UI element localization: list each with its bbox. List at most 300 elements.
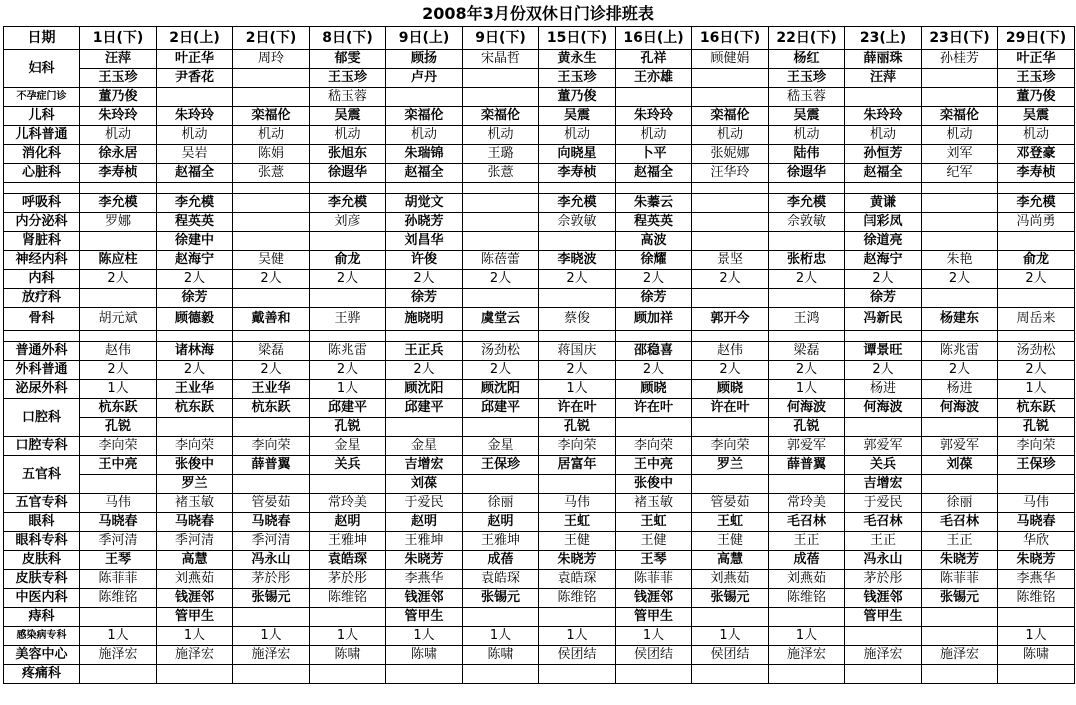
- schedule-row: [4, 456, 1075, 475]
- schedule-row: [4, 251, 1075, 270]
- doctor-cell: 孔锐: [80, 418, 157, 437]
- doctor-cell: 张妮娜: [692, 145, 769, 164]
- doctor-cell: 蔡俊: [539, 308, 616, 331]
- doctor-cell: 季河清: [157, 532, 233, 551]
- department-cell: 眼科专科: [4, 532, 80, 551]
- doctor-cell: 茅於彤: [845, 570, 922, 589]
- header-date-cell: 16日(下): [692, 27, 769, 50]
- doctor-cell: [922, 69, 998, 88]
- doctor-cell: [463, 289, 539, 308]
- spacer-cell: [998, 331, 1075, 342]
- doctor-cell: 2人: [922, 361, 998, 380]
- department-cell: 内分泌科: [4, 213, 80, 232]
- doctor-cell: [769, 232, 845, 251]
- doctor-cell: 杨红: [769, 50, 845, 69]
- doctor-cell: 孙晓芳: [386, 213, 463, 232]
- doctor-cell: 2人: [692, 270, 769, 289]
- doctor-cell: 刘葆: [922, 456, 998, 475]
- doctor-cell: 华欣: [998, 532, 1075, 551]
- department-cell: 中医内科: [4, 589, 80, 608]
- doctor-cell: 钱涯邻: [157, 589, 233, 608]
- schedule-row: [4, 551, 1075, 570]
- doctor-cell: 机动: [769, 126, 845, 145]
- schedule-row: [4, 270, 1075, 289]
- doctor-cell: 王雅坤: [386, 532, 463, 551]
- doctor-cell: 赵海宁: [157, 251, 233, 270]
- doctor-cell: 徐遐华: [769, 164, 845, 183]
- doctor-cell: 王正: [769, 532, 845, 551]
- doctor-cell: [769, 608, 845, 627]
- doctor-cell: 2人: [386, 361, 463, 380]
- doctor-cell: 程英英: [157, 213, 233, 232]
- doctor-cell: 袁皓琛: [310, 551, 386, 570]
- doctor-cell: 向晓星: [539, 145, 616, 164]
- department-cell: 皮肤科: [4, 551, 80, 570]
- doctor-cell: [692, 608, 769, 627]
- doctor-cell: 管甲生: [386, 608, 463, 627]
- doctor-cell: 施泽宏: [233, 646, 310, 665]
- doctor-cell: 王虹: [616, 513, 692, 532]
- doctor-cell: 毛召林: [922, 513, 998, 532]
- schedule-row: [4, 646, 1075, 665]
- doctor-cell: [310, 608, 386, 627]
- doctor-cell: 李允模: [998, 194, 1075, 213]
- spacer-cell: [233, 183, 310, 194]
- doctor-cell: 王业华: [233, 380, 310, 399]
- doctor-cell: 机动: [80, 126, 157, 145]
- doctor-cell: [233, 418, 310, 437]
- doctor-cell: [692, 69, 769, 88]
- doctor-cell: 管甲生: [845, 608, 922, 627]
- doctor-cell: 张锡元: [692, 589, 769, 608]
- doctor-cell: [310, 475, 386, 494]
- page-title: 2008年3月份双休日门诊排班表: [422, 4, 654, 23]
- doctor-cell: 陆伟: [769, 145, 845, 164]
- doctor-cell: 2人: [845, 361, 922, 380]
- doctor-cell: 于爱民: [845, 494, 922, 513]
- doctor-cell: 董乃俊: [998, 88, 1075, 107]
- doctor-cell: 汪萍: [845, 69, 922, 88]
- doctor-cell: 2人: [80, 270, 157, 289]
- doctor-cell: 机动: [692, 126, 769, 145]
- doctor-cell: [463, 69, 539, 88]
- doctor-cell: [692, 289, 769, 308]
- doctor-cell: [998, 232, 1075, 251]
- doctor-cell: 2人: [922, 270, 998, 289]
- doctor-cell: 孔锐: [769, 418, 845, 437]
- doctor-cell: 施泽宏: [845, 646, 922, 665]
- department-cell: 呼吸科: [4, 194, 80, 213]
- doctor-cell: 许在叶: [539, 399, 616, 418]
- doctor-cell: 梁磊: [769, 342, 845, 361]
- doctor-cell: 关兵: [310, 456, 386, 475]
- doctor-cell: 罗娜: [80, 213, 157, 232]
- doctor-cell: 王健: [539, 532, 616, 551]
- doctor-cell: [922, 213, 998, 232]
- doctor-cell: [692, 665, 769, 684]
- doctor-cell: 马晓春: [998, 513, 1075, 532]
- doctor-cell: 1人: [692, 627, 769, 646]
- doctor-cell: 陈啸: [463, 646, 539, 665]
- doctor-cell: 栾福伦: [922, 107, 998, 126]
- doctor-cell: 吴震: [769, 107, 845, 126]
- doctor-cell: 刘军: [922, 145, 998, 164]
- doctor-cell: 赵福全: [616, 164, 692, 183]
- doctor-cell: 叶正华: [998, 50, 1075, 69]
- spacer-cell: [310, 331, 386, 342]
- doctor-cell: 王业华: [157, 380, 233, 399]
- header-row: [4, 27, 1075, 50]
- doctor-cell: 刘葆: [386, 475, 463, 494]
- doctor-cell: 侯团结: [539, 646, 616, 665]
- doctor-cell: 王玉珍: [310, 69, 386, 88]
- header-date-cell: 8日(下): [310, 27, 386, 50]
- doctor-cell: 陈兆雷: [922, 342, 998, 361]
- doctor-cell: 谭景旺: [845, 342, 922, 361]
- doctor-cell: 1人: [769, 627, 845, 646]
- doctor-cell: [539, 289, 616, 308]
- doctor-cell: 杭东跃: [157, 399, 233, 418]
- doctor-cell: [80, 608, 157, 627]
- doctor-cell: 赵明: [310, 513, 386, 532]
- header-date-cell: 1日(下): [80, 27, 157, 50]
- doctor-cell: 张锡元: [463, 589, 539, 608]
- doctor-cell: 蒋国庆: [539, 342, 616, 361]
- department-cell: 美容中心: [4, 646, 80, 665]
- department-cell: 放疗科: [4, 289, 80, 308]
- doctor-cell: 马晓春: [233, 513, 310, 532]
- schedule-row: [4, 308, 1075, 331]
- schedule-row: [4, 50, 1075, 69]
- doctor-cell: [692, 213, 769, 232]
- schedule-row: [4, 627, 1075, 646]
- doctor-cell: 景坚: [692, 251, 769, 270]
- doctor-cell: 1人: [80, 627, 157, 646]
- doctor-cell: 戴善和: [233, 308, 310, 331]
- schedule-row: [4, 145, 1075, 164]
- doctor-cell: 吉增宏: [386, 456, 463, 475]
- doctor-cell: 陈啸: [310, 646, 386, 665]
- doctor-cell: [692, 418, 769, 437]
- doctor-cell: [463, 418, 539, 437]
- header-date-cell: 2日(下): [233, 27, 310, 50]
- doctor-cell: 陈维铭: [539, 589, 616, 608]
- doctor-cell: 郁雯: [310, 50, 386, 69]
- schedule-row: [4, 399, 1075, 418]
- doctor-cell: [463, 475, 539, 494]
- doctor-cell: 朱晓芳: [386, 551, 463, 570]
- doctor-cell: [157, 88, 233, 107]
- doctor-cell: 毛召林: [845, 513, 922, 532]
- doctor-cell: [692, 88, 769, 107]
- doctor-cell: 陈维铭: [310, 589, 386, 608]
- doctor-cell: 高波: [616, 232, 692, 251]
- doctor-cell: 关兵: [845, 456, 922, 475]
- doctor-cell: 嵇玉蓉: [310, 88, 386, 107]
- doctor-cell: 李向荣: [692, 437, 769, 456]
- doctor-cell: 王雅坤: [310, 532, 386, 551]
- doctor-cell: 刘燕茹: [769, 570, 845, 589]
- doctor-cell: 朱晓芳: [998, 551, 1075, 570]
- header-date-cell: 9日(上): [386, 27, 463, 50]
- spacer-cell: [616, 183, 692, 194]
- spacer-cell: [769, 183, 845, 194]
- doctor-cell: 汤劲松: [998, 342, 1075, 361]
- doctor-cell: 陈菲菲: [80, 570, 157, 589]
- spacer-row: [4, 183, 1075, 194]
- doctor-cell: 刘燕茹: [692, 570, 769, 589]
- doctor-cell: 董乃俊: [539, 88, 616, 107]
- doctor-cell: 李晓波: [539, 251, 616, 270]
- spacer-cell: [80, 331, 157, 342]
- doctor-cell: 张薏: [233, 164, 310, 183]
- doctor-cell: 汪华玲: [692, 164, 769, 183]
- doctor-cell: 赵海宁: [845, 251, 922, 270]
- doctor-cell: 钱涯邻: [386, 589, 463, 608]
- doctor-cell: 王保珍: [998, 456, 1075, 475]
- doctor-cell: 王正兵: [386, 342, 463, 361]
- doctor-cell: 陈啸: [998, 646, 1075, 665]
- doctor-cell: 刘燕茹: [157, 570, 233, 589]
- doctor-cell: 顾沈阳: [386, 380, 463, 399]
- doctor-cell: [80, 665, 157, 684]
- spacer-cell: [616, 331, 692, 342]
- doctor-cell: 2人: [769, 361, 845, 380]
- doctor-cell: 孙恒芳: [845, 145, 922, 164]
- doctor-cell: 王琴: [80, 551, 157, 570]
- doctor-cell: 李燕华: [998, 570, 1075, 589]
- doctor-cell: 机动: [386, 126, 463, 145]
- doctor-cell: 2人: [998, 361, 1075, 380]
- doctor-cell: 栾福伦: [233, 107, 310, 126]
- doctor-cell: 机动: [616, 126, 692, 145]
- department-cell: 儿科普通: [4, 126, 80, 145]
- doctor-cell: 顾德毅: [157, 308, 233, 331]
- doctor-cell: 孙桂芳: [922, 50, 998, 69]
- schedule-row: [4, 380, 1075, 399]
- doctor-cell: 王中亮: [80, 456, 157, 475]
- doctor-cell: 陈应柱: [80, 251, 157, 270]
- doctor-cell: [310, 665, 386, 684]
- doctor-cell: 王保珍: [463, 456, 539, 475]
- doctor-cell: 纪军: [922, 164, 998, 183]
- doctor-cell: 周岳来: [998, 308, 1075, 331]
- doctor-cell: 马晓春: [157, 513, 233, 532]
- doctor-cell: 朱玲玲: [80, 107, 157, 126]
- doctor-cell: 徐永居: [80, 145, 157, 164]
- doctor-cell: 王雅坤: [463, 532, 539, 551]
- doctor-cell: 1人: [616, 627, 692, 646]
- doctor-cell: [998, 608, 1075, 627]
- doctor-cell: 2人: [310, 361, 386, 380]
- header-date-cell: 22日(下): [769, 27, 845, 50]
- doctor-cell: [233, 608, 310, 627]
- doctor-cell: [539, 665, 616, 684]
- doctor-cell: 居富年: [539, 456, 616, 475]
- doctor-cell: 2人: [463, 361, 539, 380]
- doctor-cell: 2人: [233, 361, 310, 380]
- doctor-cell: 李允模: [157, 194, 233, 213]
- doctor-cell: 王中亮: [616, 456, 692, 475]
- doctor-cell: 管甲生: [157, 608, 233, 627]
- doctor-cell: 金星: [463, 437, 539, 456]
- department-cell: 五官专科: [4, 494, 80, 513]
- spacer-cell: [845, 183, 922, 194]
- spacer-cell: [310, 183, 386, 194]
- department-cell: 心脏科: [4, 164, 80, 183]
- doctor-cell: 赵明: [463, 513, 539, 532]
- department-cell: 皮肤专科: [4, 570, 80, 589]
- spacer-cell: [4, 331, 80, 342]
- department-cell: 疼痛科: [4, 665, 80, 684]
- doctor-cell: [922, 627, 998, 646]
- header-date-cell: 23日(下): [922, 27, 998, 50]
- schedule-row: [4, 232, 1075, 251]
- department-cell: 泌尿外科: [4, 380, 80, 399]
- doctor-cell: 梁磊: [233, 342, 310, 361]
- doctor-cell: 张俊中: [157, 456, 233, 475]
- doctor-cell: 2人: [310, 270, 386, 289]
- doctor-cell: 李寿桢: [539, 164, 616, 183]
- doctor-cell: 1人: [310, 380, 386, 399]
- doctor-cell: 陈啸: [386, 646, 463, 665]
- header-date-cell: 16日(上): [616, 27, 692, 50]
- doctor-cell: 王虹: [692, 513, 769, 532]
- doctor-cell: 2人: [998, 270, 1075, 289]
- doctor-cell: 刘昌华: [386, 232, 463, 251]
- doctor-cell: 邵稳喜: [616, 342, 692, 361]
- doctor-cell: [233, 289, 310, 308]
- doctor-cell: 顾晓: [692, 380, 769, 399]
- schedule-row: [4, 361, 1075, 380]
- doctor-cell: 黄永生: [539, 50, 616, 69]
- doctor-cell: 杨进: [845, 380, 922, 399]
- doctor-cell: 朱玲玲: [157, 107, 233, 126]
- doctor-cell: 李向荣: [998, 437, 1075, 456]
- doctor-cell: 机动: [922, 126, 998, 145]
- doctor-cell: 机动: [463, 126, 539, 145]
- doctor-cell: 1人: [80, 380, 157, 399]
- schedule-row: [4, 126, 1075, 145]
- doctor-cell: 2人: [845, 270, 922, 289]
- schedule-row: [4, 437, 1075, 456]
- doctor-cell: 李允模: [769, 194, 845, 213]
- doctor-cell: [922, 418, 998, 437]
- doctor-cell: 张锡元: [233, 589, 310, 608]
- schedule-row: [4, 589, 1075, 608]
- doctor-cell: 李燕华: [386, 570, 463, 589]
- doctor-cell: [539, 608, 616, 627]
- doctor-cell: 袁皓琛: [463, 570, 539, 589]
- doctor-cell: 朱瑞锦: [386, 145, 463, 164]
- doctor-cell: [616, 418, 692, 437]
- doctor-cell: 李向荣: [233, 437, 310, 456]
- doctor-cell: 1人: [157, 627, 233, 646]
- doctor-cell: [692, 475, 769, 494]
- doctor-cell: 钱涯邻: [845, 589, 922, 608]
- doctor-cell: [233, 194, 310, 213]
- doctor-cell: 成蓓: [769, 551, 845, 570]
- doctor-cell: 管晏茹: [692, 494, 769, 513]
- doctor-cell: 黄谦: [845, 194, 922, 213]
- doctor-cell: [845, 88, 922, 107]
- doctor-cell: 佘敦敏: [539, 213, 616, 232]
- doctor-cell: 机动: [845, 126, 922, 145]
- spacer-row: [4, 331, 1075, 342]
- doctor-cell: 茅於彤: [233, 570, 310, 589]
- doctor-cell: 虞堂云: [463, 308, 539, 331]
- doctor-cell: 杭东跃: [80, 399, 157, 418]
- doctor-cell: 马伟: [539, 494, 616, 513]
- doctor-cell: 陈维铭: [769, 589, 845, 608]
- doctor-cell: 机动: [998, 126, 1075, 145]
- doctor-cell: 袁皓琛: [539, 570, 616, 589]
- schedule-row: [4, 494, 1075, 513]
- doctor-cell: [463, 213, 539, 232]
- doctor-cell: 常玲美: [769, 494, 845, 513]
- doctor-cell: 高慧: [157, 551, 233, 570]
- doctor-cell: 栾福伦: [386, 107, 463, 126]
- department-cell: 眼科: [4, 513, 80, 532]
- doctor-cell: 1人: [539, 380, 616, 399]
- doctor-cell: 许俊: [386, 251, 463, 270]
- doctor-cell: 金星: [386, 437, 463, 456]
- spacer-cell: [922, 331, 998, 342]
- department-cell: 普通外科: [4, 342, 80, 361]
- doctor-cell: 尹香花: [157, 69, 233, 88]
- doctor-cell: [922, 289, 998, 308]
- doctor-cell: 徐芳: [386, 289, 463, 308]
- schedule-row: [4, 107, 1075, 126]
- doctor-cell: 2人: [233, 270, 310, 289]
- doctor-cell: 张锡元: [922, 589, 998, 608]
- department-cell: 口腔专科: [4, 437, 80, 456]
- department-cell: 骨科: [4, 308, 80, 331]
- doctor-cell: 马伟: [998, 494, 1075, 513]
- doctor-cell: 施泽宏: [80, 646, 157, 665]
- doctor-cell: 施泽宏: [922, 646, 998, 665]
- doctor-cell: 陈蓓蕾: [463, 251, 539, 270]
- doctor-cell: 郭爱军: [922, 437, 998, 456]
- doctor-cell: 2人: [463, 270, 539, 289]
- doctor-cell: 陈维铭: [80, 589, 157, 608]
- spacer-cell: [769, 331, 845, 342]
- doctor-cell: [845, 627, 922, 646]
- spacer-cell: [845, 331, 922, 342]
- doctor-cell: 郭开今: [692, 308, 769, 331]
- doctor-cell: 1人: [539, 627, 616, 646]
- spacer-cell: [692, 183, 769, 194]
- department-cell: 儿科: [4, 107, 80, 126]
- doctor-cell: 郭爱军: [845, 437, 922, 456]
- doctor-cell: [616, 88, 692, 107]
- spacer-cell: [463, 183, 539, 194]
- doctor-cell: 朱玲玲: [845, 107, 922, 126]
- spacer-cell: [463, 331, 539, 342]
- doctor-cell: 栾福伦: [463, 107, 539, 126]
- doctor-cell: [845, 665, 922, 684]
- doctor-cell: 陈娟: [233, 145, 310, 164]
- doctor-cell: 1人: [233, 627, 310, 646]
- doctor-cell: 邱建平: [310, 399, 386, 418]
- doctor-cell: [233, 69, 310, 88]
- doctor-cell: 吴震: [539, 107, 616, 126]
- doctor-cell: [80, 232, 157, 251]
- doctor-cell: 诸林海: [157, 342, 233, 361]
- doctor-cell: [998, 475, 1075, 494]
- doctor-cell: 罗兰: [692, 456, 769, 475]
- doctor-cell: 赵福全: [157, 164, 233, 183]
